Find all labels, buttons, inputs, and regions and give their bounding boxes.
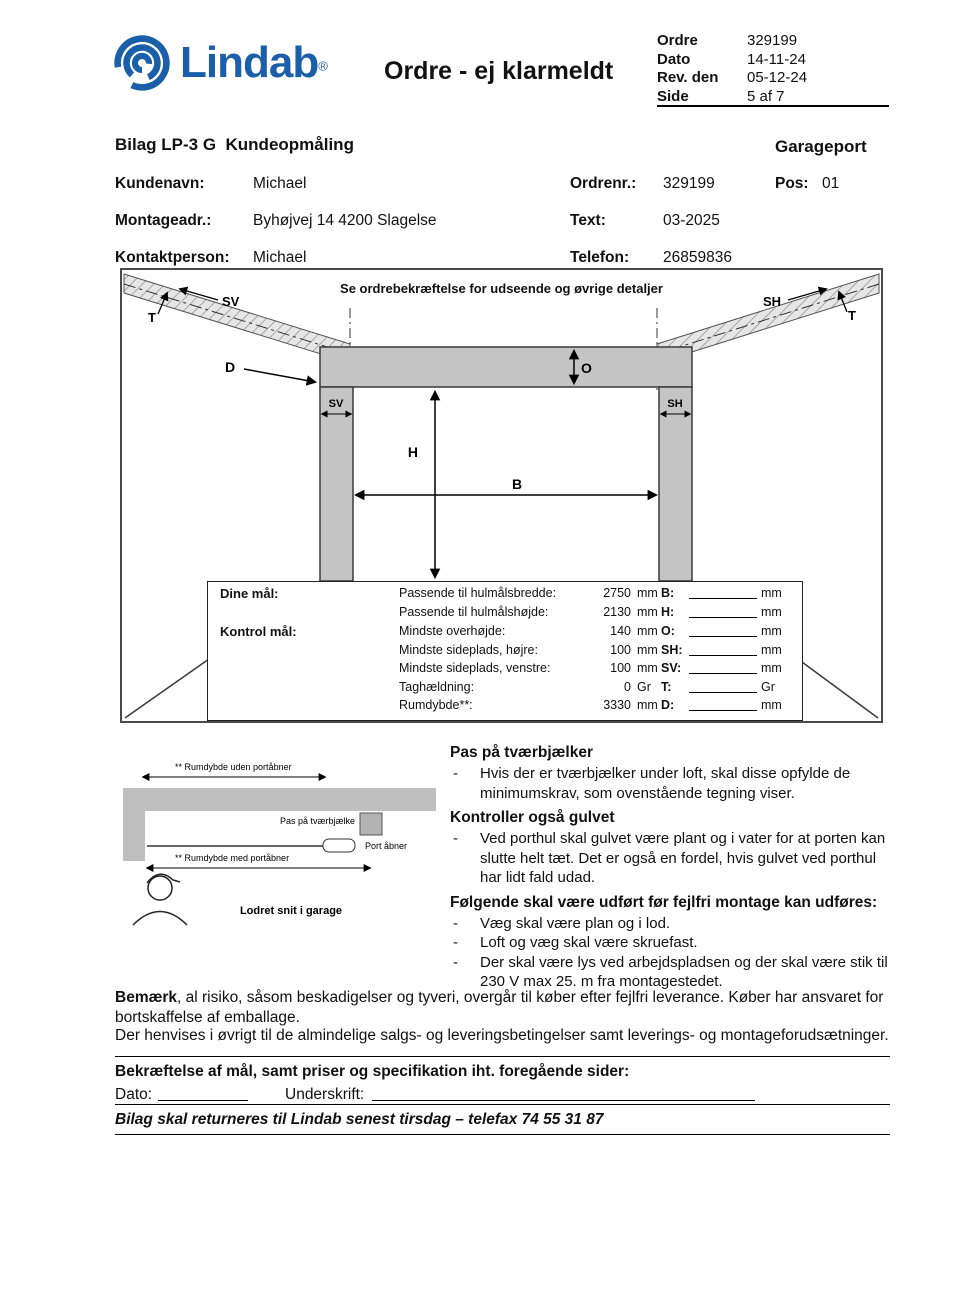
product-title: Garageport <box>775 137 867 156</box>
label-o: O <box>581 360 592 376</box>
form-row-2 <box>0 212 960 232</box>
bullet-dash: - <box>453 914 458 932</box>
montageadr-label: Montageadr.: <box>115 212 212 229</box>
measure-unit2: mm <box>761 643 782 657</box>
logo-wordmark: Lindab <box>180 38 319 87</box>
measure-unit: mm <box>637 624 658 638</box>
cross-beam <box>360 813 382 835</box>
diagram-note: Se ordrebekræftelse for udseende og øvrige detaljer <box>340 281 663 296</box>
label-sh-side: SH <box>667 398 683 410</box>
order-meta-block <box>657 32 807 106</box>
kontrol-maal-label: Kontrol mål: <box>220 624 297 639</box>
text-value: 03-2025 <box>663 212 720 229</box>
label-sh-roof: SH <box>763 294 782 309</box>
depth-arrow <box>225 359 315 382</box>
meta-side-value: 5 af 7 <box>747 87 785 105</box>
table-row <box>208 661 802 677</box>
measure-value: 100 <box>610 643 631 657</box>
lintel-beam <box>320 347 692 387</box>
measure-unit: Gr <box>637 680 651 694</box>
bullet-text: Ved porthul skal gulvet være plant og i vater for at porten kan slutte helt tæt. Det er også en fordel, hvis gulvet ved porthul har lidt fald udad. <box>480 830 886 886</box>
measure-code: T: <box>661 680 672 694</box>
ordrenr-label: Ordrenr.: <box>570 175 637 192</box>
signature-row <box>0 1086 960 1106</box>
table-row <box>208 698 802 714</box>
measure-unit2: mm <box>761 605 782 619</box>
measure-value: 3330 <box>603 698 631 712</box>
measure-value: 100 <box>610 661 631 675</box>
kundenavn-label: Kundenavn: <box>115 175 205 192</box>
measure-value: 2130 <box>603 605 631 619</box>
bullet-dash: - <box>453 830 458 847</box>
instr-bullet <box>450 933 893 953</box>
pos-label: Pos: <box>775 175 809 192</box>
kontaktperson-value: Michael <box>253 249 307 266</box>
measure-unit: mm <box>637 586 658 600</box>
measure-code: SV: <box>661 661 682 675</box>
rumdybde-med-label: ** Rumdybde med portåbner <box>175 853 290 863</box>
telefon-label: Telefon: <box>570 249 630 266</box>
document-title: Ordre - ej klarmeldt <box>384 57 614 85</box>
measure-blank-line <box>689 643 757 656</box>
width-arrow <box>356 476 656 495</box>
measure-unit2: mm <box>761 661 782 675</box>
underskrift-label: Underskrift: <box>285 1086 365 1103</box>
cross-section-caption: Lodret snit i garage <box>239 905 343 917</box>
dato-label: Dato: <box>115 1086 153 1103</box>
measure-code: H: <box>661 605 675 619</box>
label-b: B <box>511 476 523 492</box>
measure-unit: mm <box>637 698 658 712</box>
measure-unit2: Gr <box>761 680 775 694</box>
bullet-dash: - <box>453 765 458 782</box>
henvisning-paragraph: Der henvises i øvrigt til de almindelige salgs- og leveringsbetingelser samt leverings- og montageforudsætninger. <box>115 1027 889 1044</box>
measure-value: 0 <box>624 680 631 694</box>
kundenavn-value: Michael <box>253 175 307 192</box>
registered-trademark: ® <box>318 58 328 74</box>
label-sv-side: SV <box>328 398 344 410</box>
bemaerk-paragraph <box>115 988 893 1028</box>
meta-dato-label: Dato <box>657 50 691 68</box>
cross-section-diagram <box>113 757 448 932</box>
measure-value: 140 <box>610 624 631 638</box>
garage-diagram-box <box>120 268 883 723</box>
ordrenr-value: 329199 <box>663 175 715 192</box>
text-label: Text: <box>570 212 606 229</box>
bullet-text: Hvis der er tværbjælker under loft, skal disse opfylde de minimumskrav, som ovenstående tegning viser. <box>480 765 851 802</box>
table-row <box>208 605 802 621</box>
measure-code: D: <box>661 698 675 712</box>
table-row <box>208 586 802 602</box>
measure-desc: Passende til hulmålsbredde: <box>399 586 557 600</box>
meta-side-label: Side <box>657 87 689 105</box>
bullet-dash: - <box>453 953 458 971</box>
header-divider <box>657 105 889 107</box>
label-t-left: T <box>148 310 156 325</box>
measure-desc: Rumdybde**: <box>399 698 473 712</box>
measure-unit2: mm <box>761 586 782 600</box>
measure-blank-line <box>689 698 757 711</box>
measure-blank-line <box>689 605 757 618</box>
meta-ordre-value: 329199 <box>747 32 798 49</box>
meta-rev-label: Rev. den <box>657 69 719 86</box>
bemaerk-bold: Bemærk <box>115 989 178 1006</box>
person-figure <box>133 874 187 925</box>
instr-title-3: Følgende skal være udført før fejlfri montage kan udføres: <box>450 893 878 911</box>
lindab-rings-icon <box>112 33 172 93</box>
measure-desc: Mindste sideplads, venstre: <box>399 661 551 675</box>
label-d: D <box>225 359 236 375</box>
measure-unit: mm <box>637 643 658 657</box>
bullet-text: Loft og væg skal være skruefast. <box>480 934 698 951</box>
bullet-dash: - <box>453 934 458 951</box>
table-row <box>208 643 802 659</box>
underskrift-blank-line <box>372 1086 755 1101</box>
label-t-right: T <box>848 308 856 323</box>
measure-blank-line <box>689 624 757 637</box>
measure-desc: Mindste overhøjde: <box>399 624 506 638</box>
measure-desc: Mindste sideplads, højre: <box>399 643 538 657</box>
telefon-value: 26859836 <box>663 249 732 266</box>
measure-desc: Taghældning: <box>399 680 475 694</box>
instr-bullet <box>450 914 893 934</box>
instr-title-1: Pas på tværbjælker <box>450 744 594 761</box>
rumdybde-uden-label: ** Rumdybde uden portåbner <box>175 762 292 772</box>
meta-dato-value: 14-11-24 <box>747 50 806 68</box>
measure-blank-line <box>689 586 757 599</box>
label-h: H <box>407 444 418 460</box>
instr-bullet <box>450 829 893 888</box>
door-opener <box>323 839 355 852</box>
measure-blank-line <box>689 661 757 674</box>
height-arrow <box>408 392 435 577</box>
measure-code: B: <box>661 586 675 600</box>
table-row <box>208 680 802 696</box>
dine-maal-label: Dine mål: <box>220 586 279 601</box>
meta-ordre-label: Ordre <box>657 32 698 49</box>
bullet-text: Der skal være lys ved arbejdspladsen og der skal være stik til 230 V max 25. m fra montagestedet. <box>480 953 888 990</box>
measure-value: 2750 <box>603 586 631 600</box>
measure-unit2: mm <box>761 698 782 712</box>
left-column <box>320 387 353 581</box>
montageadr-value: Byhøjvej 14 4200 Slagelse <box>253 212 437 229</box>
return-note: Bilag skal returneres til Lindab senest tirsdag – telefax 74 55 31 87 <box>115 1111 604 1128</box>
divider-line <box>115 1134 890 1135</box>
bilag-title: Bilag LP-3 G Kundeopmåling <box>115 135 354 154</box>
pas-tvaerbjaelke-label: Pas på tværbjælke <box>279 816 355 826</box>
measure-code: SH: <box>661 643 683 657</box>
divider-line <box>115 1056 890 1057</box>
instr-bullet <box>450 764 893 803</box>
dato-blank-line <box>158 1086 248 1101</box>
instructions-column <box>450 744 893 992</box>
form-row-1 <box>0 175 960 195</box>
instr-bullet <box>450 953 893 992</box>
right-column <box>659 387 692 581</box>
port-aabner-label: Port åbner <box>365 841 408 851</box>
lindab-logo <box>112 33 328 93</box>
kontaktperson-label: Kontaktperson: <box>115 249 230 266</box>
instr-title-2: Kontroller også gulvet <box>450 809 615 826</box>
wall <box>123 788 145 861</box>
measure-code: O: <box>661 624 675 638</box>
bemaerk-rest: , al risiko, såsom beskadigelser og tyveri, overgår til køber efter fejlfri leverance. Køber har ansvaret for bortskaffelse af emballage. <box>115 989 884 1026</box>
measure-unit: mm <box>637 605 658 619</box>
ceiling-slab <box>123 788 436 811</box>
divider-line <box>115 1104 890 1105</box>
meta-rev-value: 05-12-24 <box>747 69 808 86</box>
bekraeftelse-line: Bekræftelse af mål, samt priser og specifikation iht. foregående sider: <box>115 1063 630 1080</box>
pos-value: 01 <box>822 175 840 192</box>
form-row-3 <box>0 249 960 269</box>
label-sv-roof: SV <box>222 294 240 309</box>
measure-unit2: mm <box>761 624 782 638</box>
table-row <box>208 624 802 640</box>
measurement-table <box>207 581 803 721</box>
measure-unit: mm <box>637 661 658 675</box>
measure-desc: Passende til hulmålshøjde: <box>399 605 549 619</box>
bullet-text: Væg skal være plan og i lod. <box>480 914 671 932</box>
measure-blank-line <box>689 680 757 693</box>
